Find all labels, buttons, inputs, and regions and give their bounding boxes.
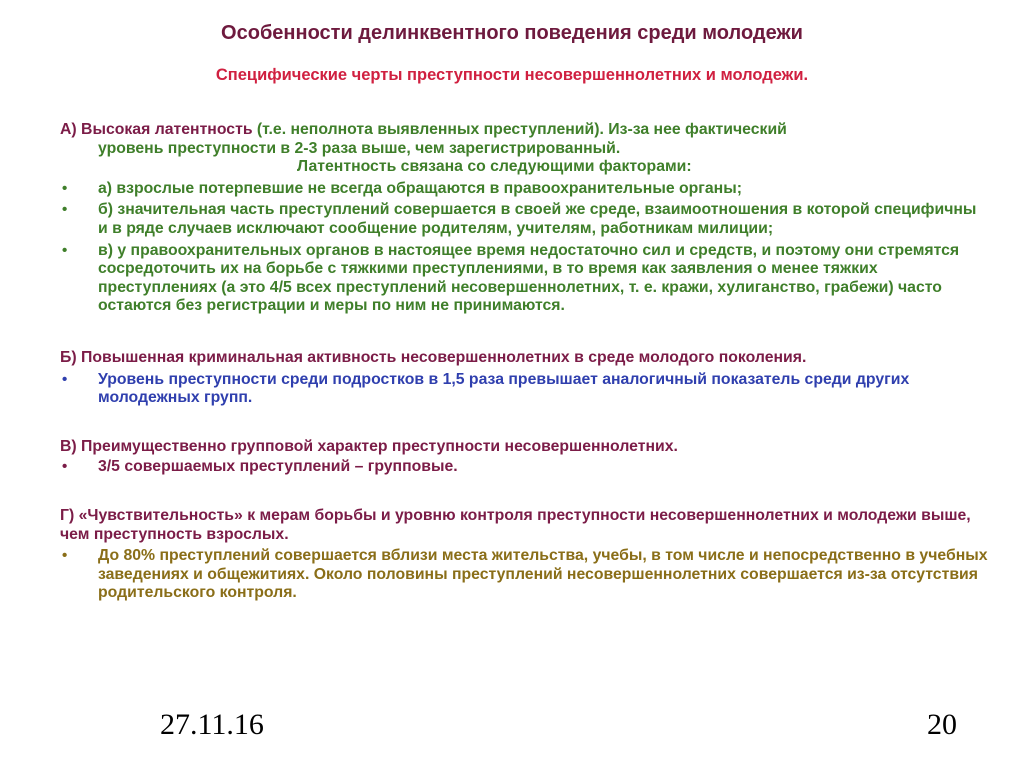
section-a	[60, 121, 990, 316]
section-b-bullet	[60, 371, 990, 408]
section-c-bullet	[60, 458, 990, 477]
section-a-heading-cont: (т.е. неполнота выявленных преступлений). Из-за нее фактический	[252, 121, 787, 138]
bullet-dot: •	[62, 547, 68, 565]
slide-title: Особенности делинквентного поведения среди молодежи	[221, 22, 803, 44]
section-c-heading: В) Преимущественно групповой характер преступности несовершеннолетних.	[60, 437, 678, 455]
bullet-text: б) значительная часть преступлений совершается в своей же среде, взаимоотношения в которой специфичны и в ряде случаев исключают сообщение родителям, учителям, работникам милиции;	[98, 201, 977, 237]
section-b	[60, 349, 990, 408]
section-a-heading: А) Высокая латентность	[60, 121, 253, 138]
section-a-bullet-3	[60, 242, 990, 316]
section-d-heading: Г) «Чувствительность» к мерам борьбы и уровню контроля преступности несовершеннолетних и молодежи выше, чем преступность взрослых.	[60, 506, 971, 543]
bullet-dot: •	[62, 458, 68, 476]
section-d	[60, 507, 990, 603]
bullet-dot: •	[62, 241, 68, 259]
section-a-bullet-2	[60, 201, 990, 238]
bullet-text: До 80% преступлений совершается вблизи места жительства, учебы, в том числе и непосредственно в учебных заведениях и общежитиях. Около половины преступлений несовершеннолетних совершается из-за отсутствия родительского контроля.	[98, 547, 988, 602]
bullet-dot: •	[62, 179, 68, 197]
section-a-line2: уровень преступности в 2-3 раза выше, чем зарегистрированный.	[98, 139, 621, 157]
section-c	[60, 438, 990, 477]
bullet-text: Уровень преступности среди подростков в 1,5 раза превышает аналогичный показатель среди других молодежных групп.	[98, 370, 910, 407]
section-a-heading-line	[60, 121, 990, 140]
bullet-text: а) взрослые потерпевшие не всегда обращаются в правоохранительные органы;	[98, 179, 742, 197]
slide-content	[60, 121, 990, 603]
bullet-dot: •	[62, 370, 68, 388]
section-a-factors: Латентность связана со следующими факторами:	[297, 158, 692, 176]
bullet-dot: •	[62, 201, 68, 219]
slide-subtitle: Специфические черты преступности несовершеннолетних и молодежи.	[215, 66, 809, 84]
section-d-bullet	[60, 547, 990, 603]
bullet-text: 3/5 совершаемых преступлений – групповые.	[98, 458, 458, 476]
section-b-heading: Б) Повышенная криминальная активность несовершеннолетних в среде молодого поколения.	[60, 348, 807, 366]
bullet-text: в) у правоохранительных органов в настоящее время недостаточно сил и средств, и поэтому они стремятся сосредоточить их на борьбе с тяжкими преступлениями, в то время как заявления о менее тяжких преступлениях (а это 4/5 всех преступлений несовершеннолетних, т. е. кражи, хулиганство, грабежи) часто остаются без регистрации и меры по ним не принимаются.	[98, 241, 960, 315]
footer-page-number: 20	[927, 708, 957, 741]
footer-date: 27.11.16	[160, 708, 264, 741]
section-a-bullet-1	[60, 180, 990, 199]
